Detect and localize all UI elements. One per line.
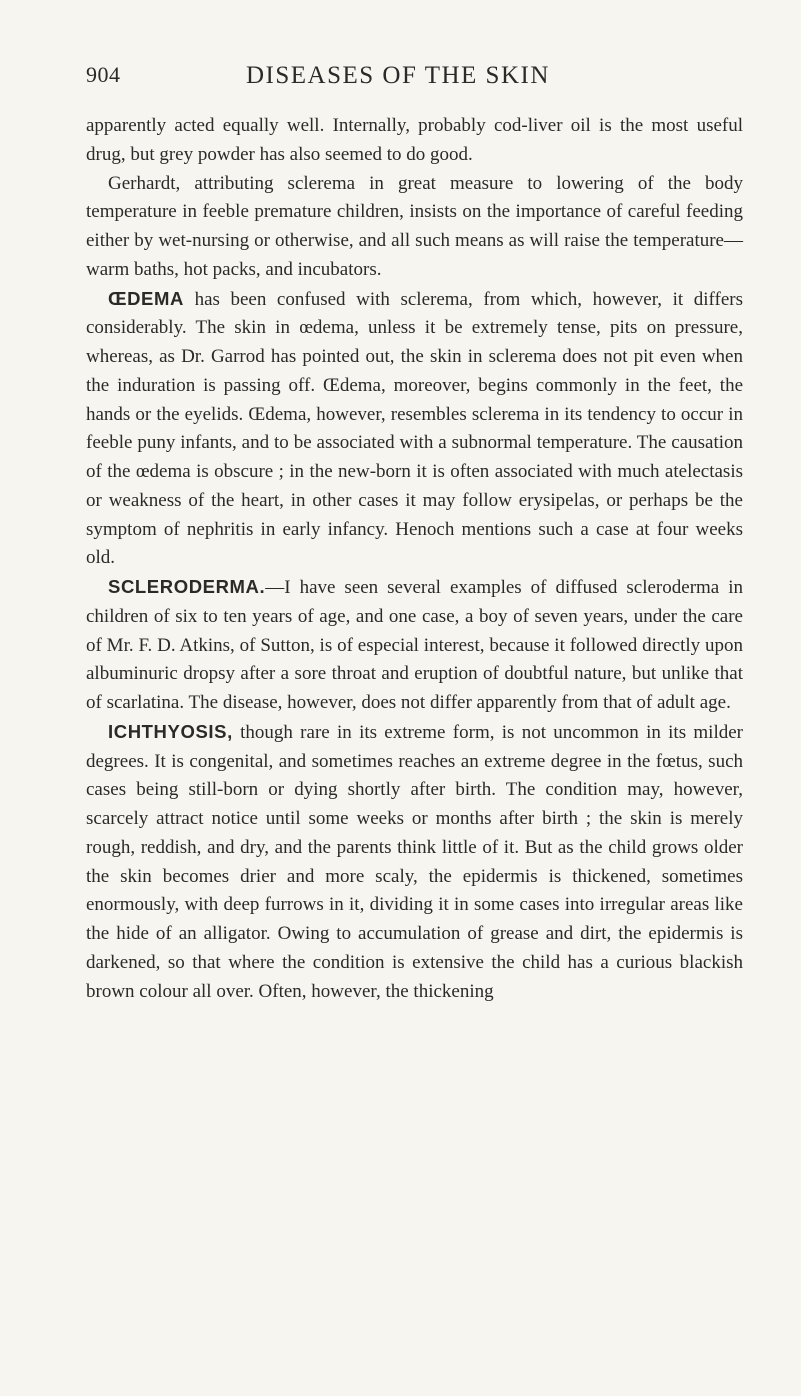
paragraph-text: though rare in its extreme form, is not uncommon in its milder degrees. It is congenital, and sometimes reaches an extreme degree in the fœtus, such cases being still-born or dying shortly after birth. The condition may, however, scarcely attract notice until some weeks or months after birth ; the skin is merely rough, reddish, and dry, and the parents think little of it. But as the child grows older the skin becomes drier and more scaly, the epidermis is thickened, sometimes enormously, with deep furrows in it, dividing it in some cases into irregular areas like the hide of an alligator. Owing to accumulation of grease and dirt, the epidermis is darkened, so that where the condition is extensive the child has a curious blackish brown colour all over. Often, however, the thickening [86,721,743,1002]
section-heading-ichthyosis: ICHTHYOSIS, [108,720,233,742]
running-title: DISEASES OF THE SKIN [246,62,550,89]
section-heading-scleroderma: SCLERODERMA. [108,576,266,597]
running-head [86,62,743,102]
body-text [86,112,743,1006]
paragraph-ichthyosis [86,718,743,1007]
paragraph-text: —I have seen several examples of diffused scleroderma in children of six to ten years of age, and one case, a boy of seven years, under the care of Mr. F. D. Atkins, of Sutton, is of especial interest, because it followed directly upon albuminuric dropsy after a sore throat and eruption of doubtful nature, but unlike that of scarlatina. The disease, however, does not differ apparently from that of adult age. [86,577,743,713]
paragraph-text: Gerhardt, attributing sclerema in great measure to lowering of the body temperature in feeble premature children, insists on the importance of careful feeding either by wet-nursing or otherwise, and all such means as will raise the temperature—warm baths, hot packs, and incubators. [86,172,743,280]
paragraph-oedema [86,285,743,574]
section-heading-oedema: ŒDEMA [108,287,184,309]
paragraph-scleroderma [86,573,743,718]
paragraph-text: has been confused with sclerema, from which, however, it differs considerably. The skin in œdema, unless it be extremely tense, pits on pressure, whereas, as Dr. Garrod has pointed out, the skin in sclerema does not pit even when the induration is passing off. Œdema, moreover, begins commonly in the feet, the hands or the eyelids. Œdema, however, resembles sclerema in its tendency to occur in feeble puny infants, and to be associated with a subnormal temperature. The causation of the œdema is obscure ; in the new-born it is often associated with much atelectasis or weakness of the heart, in other cases it may follow erysipelas, or perhaps be the symptom of nephritis in early infancy. Henoch mentions such a case at four weeks old. [86,288,743,569]
paragraph-text: apparently acted equally well. Internally, probably cod-liver oil is the most useful drug, but grey powder has also seemed to do good. [86,115,743,165]
page-number: 904 [86,62,121,87]
paragraph-continuation [86,112,743,170]
paragraph-gerhardt [86,170,743,285]
